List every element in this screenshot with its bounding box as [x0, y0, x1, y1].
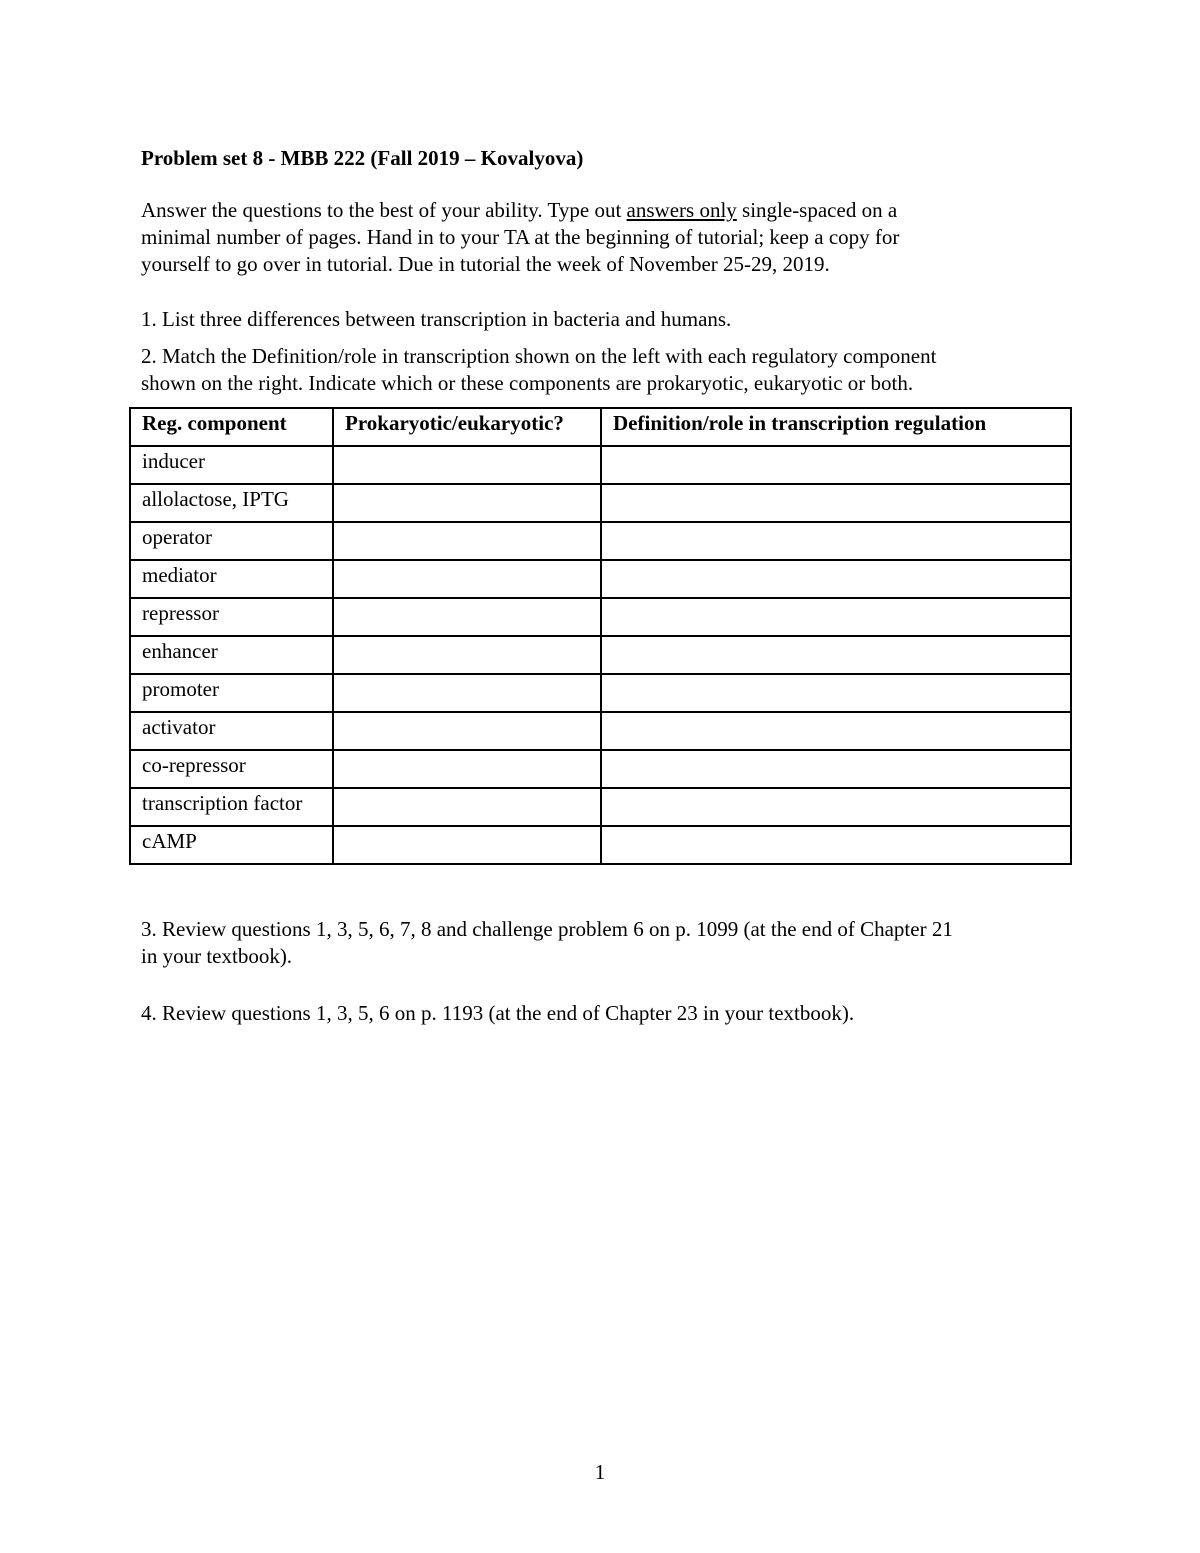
table-row: [130, 788, 1071, 826]
question-2: [141, 343, 936, 397]
type-answer-cell: [333, 674, 601, 712]
component-cell: co-repressor: [130, 750, 333, 788]
table-row: [130, 636, 1071, 674]
definition-answer-cell: [601, 674, 1071, 712]
definition-answer-cell: [601, 560, 1071, 598]
table-row: [130, 560, 1071, 598]
instructions-text: single-spaced on a: [736, 198, 898, 222]
type-answer-cell: [333, 750, 601, 788]
question-3-line-2: in your textbook).: [141, 944, 293, 968]
component-cell: allolactose, IPTG: [130, 484, 333, 522]
type-answer-cell: [333, 484, 601, 522]
component-cell: enhancer: [130, 636, 333, 674]
column-header-type: Prokaryotic/eukaryotic?: [333, 408, 601, 446]
instructions-line-3: yourself to go over in tutorial. Due in tutorial the week of November 25-29, 2019.: [141, 252, 830, 276]
column-header-component: Reg. component: [130, 408, 333, 446]
page-number: 1: [594, 1460, 606, 1484]
table-row: [130, 712, 1071, 750]
definition-answer-cell: [601, 446, 1071, 484]
type-answer-cell: [333, 788, 601, 826]
type-answer-cell: [333, 636, 601, 674]
definition-answer-cell: [601, 750, 1071, 788]
type-answer-cell: [333, 522, 601, 560]
question-2-line-1: 2. Match the Definition/role in transcription shown on the left with each regulatory component: [141, 344, 937, 368]
component-cell: transcription factor: [130, 788, 333, 826]
table-row: [130, 598, 1071, 636]
type-answer-cell: [333, 598, 601, 636]
question-3-line-1: 3. Review questions 1, 3, 5, 6, 7, 8 and challenge problem 6 on p. 1099 (at the end of Chapter 21: [141, 917, 953, 941]
table-row: [130, 522, 1071, 560]
table-row: [130, 826, 1071, 864]
question-3: [141, 916, 953, 970]
page-title: Problem set 8 - MBB 222 (Fall 2019 – Kovalyova): [141, 146, 584, 170]
component-cell: operator: [130, 522, 333, 560]
definition-answer-cell: [601, 636, 1071, 674]
regulatory-component-table: [129, 407, 1072, 865]
table-row: [130, 750, 1071, 788]
component-cell: promoter: [130, 674, 333, 712]
definition-answer-cell: [601, 522, 1071, 560]
type-answer-cell: [333, 446, 601, 484]
type-answer-cell: [333, 712, 601, 750]
component-cell: cAMP: [130, 826, 333, 864]
instructions-paragraph: [141, 197, 899, 278]
table-row: [130, 674, 1071, 712]
instructions-line-1: [141, 197, 899, 224]
component-cell: repressor: [130, 598, 333, 636]
component-cell: inducer: [130, 446, 333, 484]
question-2-line-2: shown on the right. Indicate which or these components are prokaryotic, eukaryotic or both.: [141, 371, 914, 395]
question-4: 4. Review questions 1, 3, 5, 6 on p. 1193 (at the end of Chapter 23 in your textbook).: [141, 1001, 855, 1025]
underlined-emphasis: answers only: [626, 198, 737, 222]
question-1: 1. List three differences between transcription in bacteria and humans.: [141, 307, 732, 331]
component-cell: mediator: [130, 560, 333, 598]
type-answer-cell: [333, 826, 601, 864]
instructions-line-2: minimal number of pages. Hand in to your TA at the beginning of tutorial; keep a copy for: [141, 225, 900, 249]
table-header-row: [130, 408, 1071, 446]
definition-answer-cell: [601, 598, 1071, 636]
table-row: [130, 446, 1071, 484]
component-cell: activator: [130, 712, 333, 750]
definition-answer-cell: [601, 826, 1071, 864]
instructions-text: Answer the questions to the best of your ability. Type out: [141, 198, 627, 222]
column-header-definition: Definition/role in transcription regulation: [601, 408, 1071, 446]
definition-answer-cell: [601, 788, 1071, 826]
definition-answer-cell: [601, 484, 1071, 522]
definition-answer-cell: [601, 712, 1071, 750]
type-answer-cell: [333, 560, 601, 598]
table-row: [130, 484, 1071, 522]
